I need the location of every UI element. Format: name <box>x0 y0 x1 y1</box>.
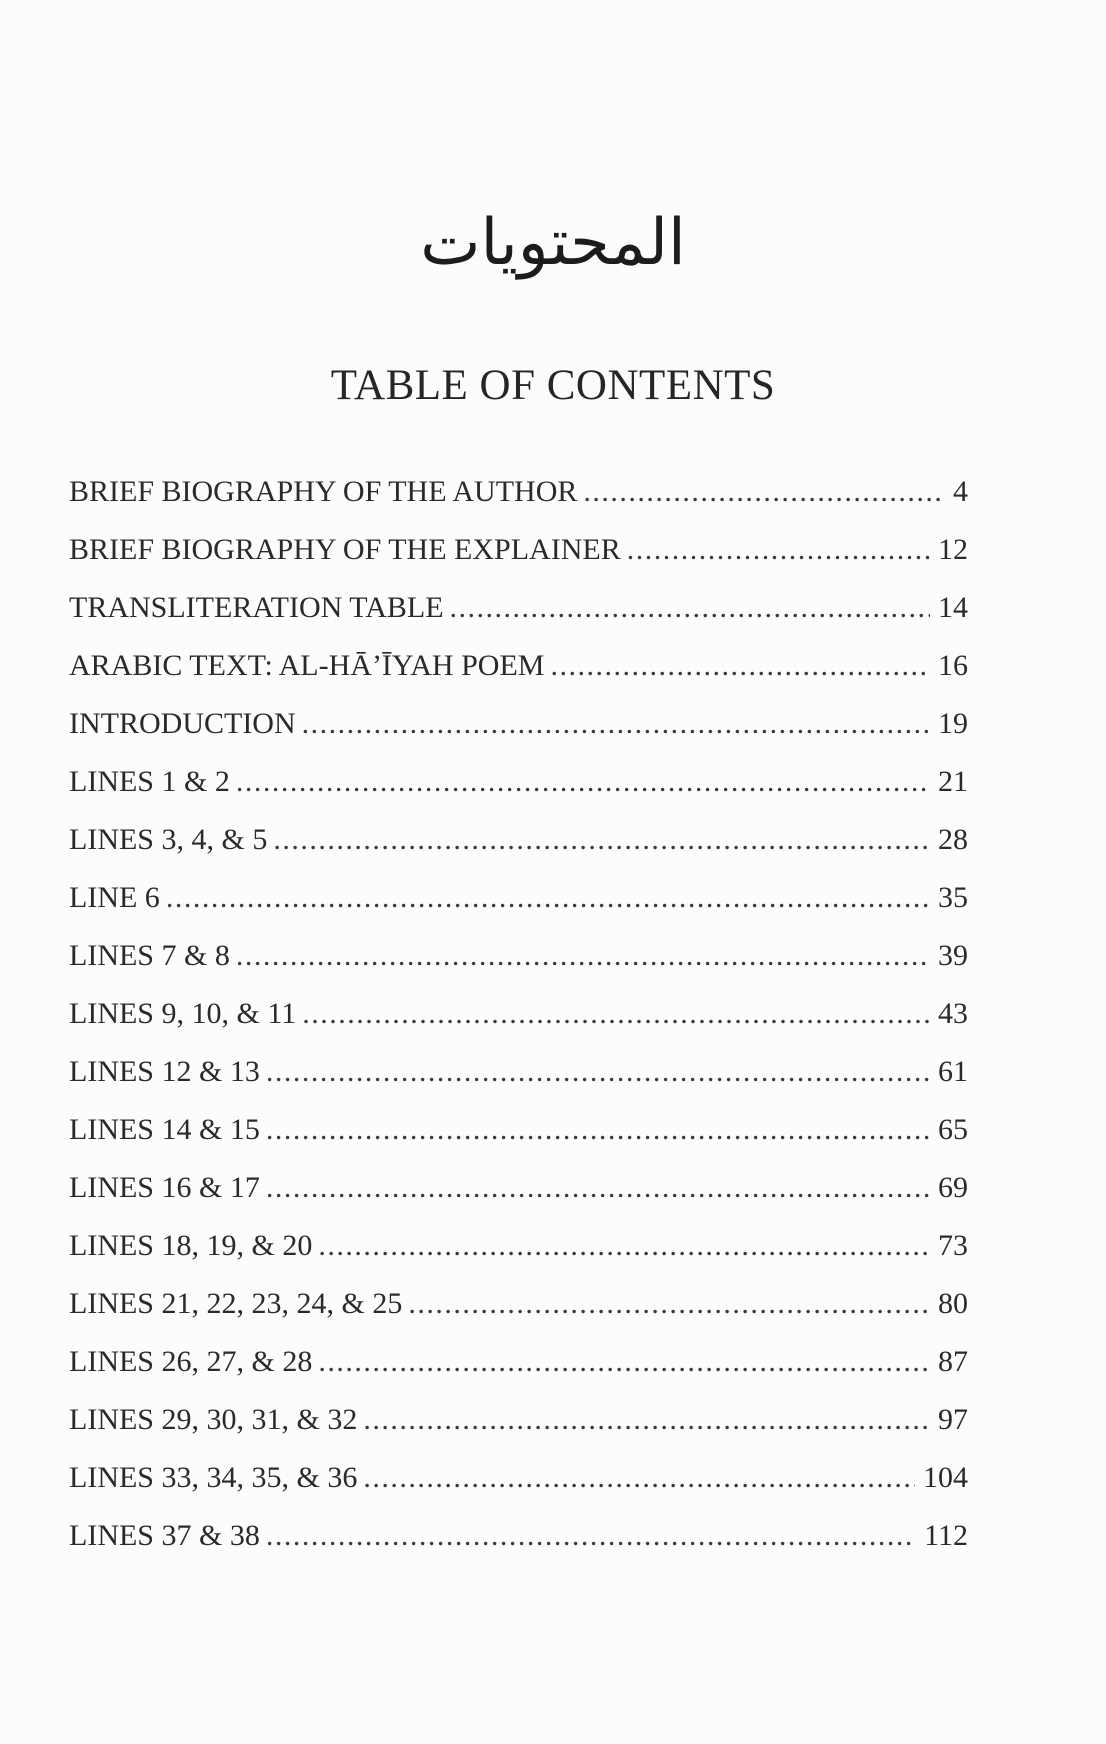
dot-leader <box>236 753 930 811</box>
dot-leader <box>266 1159 930 1217</box>
toc-entry <box>69 1333 968 1391</box>
toc-entry <box>69 753 968 811</box>
toc-entry-title: LINES 1 & 2 <box>69 765 230 798</box>
toc-entry-title: LINES 18, 19, & 20 <box>69 1229 313 1262</box>
toc-entry-page-number: 14 <box>938 591 968 624</box>
dot-leader <box>266 1101 930 1159</box>
toc-entry-title: LINES 9, 10, & 11 <box>69 997 297 1030</box>
toc-entry-title: LINES 26, 27, & 28 <box>69 1345 313 1378</box>
toc-entry <box>69 579 968 637</box>
toc-entry-page-number: 73 <box>938 1229 968 1262</box>
toc-entry-page-number: 80 <box>938 1287 968 1320</box>
toc-entry-title: LINES 29, 30, 31, & 32 <box>69 1403 358 1436</box>
toc-entry <box>69 1275 968 1333</box>
toc-entry <box>69 1507 968 1565</box>
dot-leader <box>266 1507 916 1565</box>
toc-entry <box>69 1159 968 1217</box>
toc-entry-title: INTRODUCTION <box>69 707 296 740</box>
dot-leader <box>363 1391 930 1449</box>
arabic-heading-calligraphy: المحتويات <box>420 206 686 280</box>
dot-leader <box>363 1449 915 1507</box>
page-title: TABLE OF CONTENTS <box>330 362 776 409</box>
toc-entry <box>69 1101 968 1159</box>
toc-entry <box>69 985 968 1043</box>
toc-entry-page-number: 21 <box>938 765 968 798</box>
toc-entry-title: LINES 12 & 13 <box>69 1055 260 1088</box>
toc-entry-page-number: 35 <box>938 881 968 914</box>
toc-entry-page-number: 39 <box>938 939 968 972</box>
toc-entry-title: TRANSLITERATION TABLE <box>69 591 444 624</box>
toc-entry-title: LINES 14 & 15 <box>69 1113 260 1146</box>
toc-entry <box>69 637 968 695</box>
toc-entry-page-number: 69 <box>938 1171 968 1204</box>
toc-entry <box>69 1043 968 1101</box>
dot-leader <box>166 869 930 927</box>
toc-entry-page-number: 16 <box>938 649 968 682</box>
dot-leader <box>318 1333 930 1391</box>
dot-leader <box>302 695 930 753</box>
toc-entry-page-number: 104 <box>923 1461 968 1494</box>
toc-entry <box>69 1391 968 1449</box>
toc-entry-page-number: 112 <box>924 1519 968 1552</box>
toc-entry-title: LINES 21, 22, 23, 24, & 25 <box>69 1287 403 1320</box>
table-of-contents <box>69 463 968 1565</box>
toc-entry-title: LINE 6 <box>69 881 160 914</box>
toc-entry-page-number: 4 <box>953 475 968 508</box>
toc-entry <box>69 695 968 753</box>
toc-entry-page-number: 43 <box>938 997 968 1030</box>
toc-entry <box>69 1217 968 1275</box>
dot-leader <box>450 579 930 637</box>
dot-leader <box>550 637 930 695</box>
toc-entry-title: BRIEF BIOGRAPHY OF THE EXPLAINER <box>69 533 621 566</box>
toc-entry-page-number: 87 <box>938 1345 968 1378</box>
dot-leader <box>266 1043 930 1101</box>
dot-leader <box>273 811 930 869</box>
toc-entry-title: LINES 3, 4, & 5 <box>69 823 268 856</box>
toc-entry <box>69 1449 968 1507</box>
dot-leader <box>408 1275 930 1333</box>
toc-entry-title: LINES 37 & 38 <box>69 1519 260 1552</box>
toc-entry-title: LINES 33, 34, 35, & 36 <box>69 1461 358 1494</box>
toc-entry-title: ARABIC TEXT: AL-HĀ’ĪYAH POEM <box>69 649 545 682</box>
toc-entry-page-number: 65 <box>938 1113 968 1146</box>
toc-entry-page-number: 12 <box>938 533 968 566</box>
dot-leader <box>583 463 945 521</box>
dot-leader <box>302 985 930 1043</box>
dot-leader <box>318 1217 930 1275</box>
toc-entry-page-number: 28 <box>938 823 968 856</box>
toc-entry-title: LINES 7 & 8 <box>69 939 230 972</box>
dot-leader <box>627 521 930 579</box>
toc-entry <box>69 811 968 869</box>
toc-entry-page-number: 61 <box>938 1055 968 1088</box>
toc-entry <box>69 521 968 579</box>
toc-entry <box>69 463 968 521</box>
toc-entry-title: LINES 16 & 17 <box>69 1171 260 1204</box>
dot-leader <box>236 927 930 985</box>
toc-entry <box>69 927 968 985</box>
toc-entry-page-number: 19 <box>938 707 968 740</box>
toc-entry <box>69 869 968 927</box>
toc-entry-page-number: 97 <box>938 1403 968 1436</box>
toc-entry-title: BRIEF BIOGRAPHY OF THE AUTHOR <box>69 475 578 508</box>
